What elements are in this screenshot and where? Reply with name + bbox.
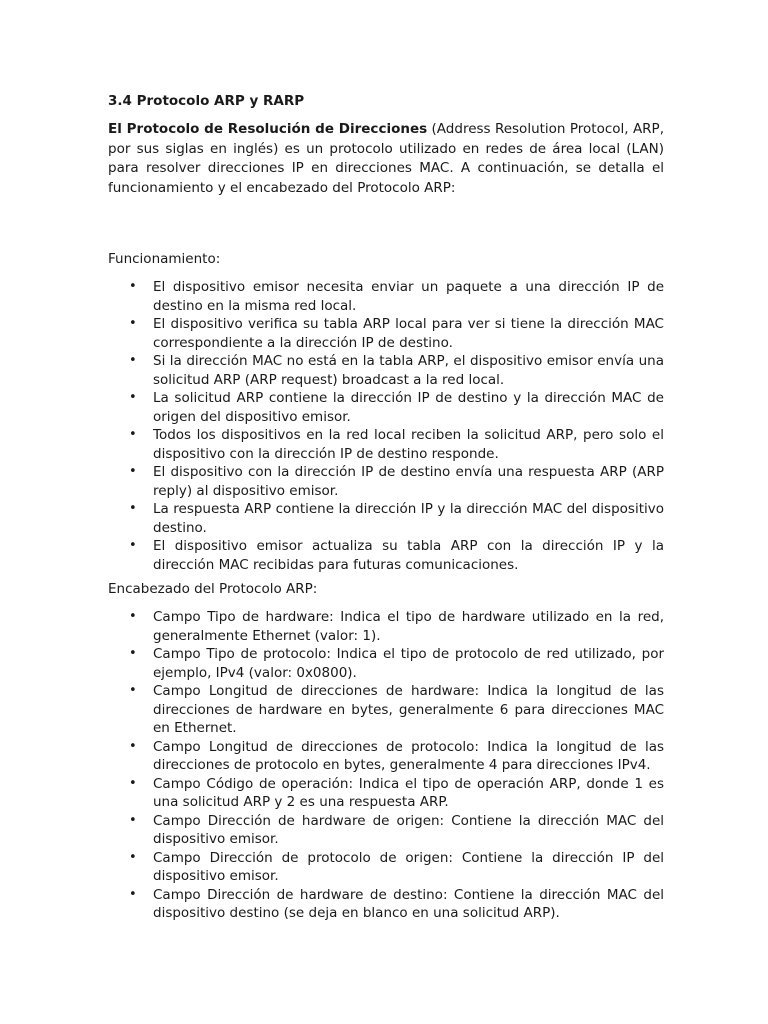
bullet-icon: •	[129, 316, 137, 331]
list-item: • La respuesta ARP contiene la dirección IP y la dirección MAC del dispositivo destino.	[129, 501, 664, 536]
bullet-icon: •	[129, 427, 137, 442]
list-item: • El dispositivo emisor actualiza su tabla ARP con la dirección IP y la dirección MAC recibidas para futuras comunicaciones.	[129, 538, 664, 573]
bullet-icon: •	[129, 279, 137, 294]
list-item: • El dispositivo emisor necesita enviar un paquete a una dirección IP de destino en la misma red local.	[129, 279, 664, 314]
bullet-icon: •	[129, 646, 137, 661]
bullet-icon: •	[129, 353, 137, 368]
bullet-icon: •	[129, 609, 137, 624]
bullet-icon: •	[129, 738, 137, 754]
list-item: • Campo Longitud de direcciones de hardware: Indica la longitud de las direcciones de hardware en bytes, generalmente 6 para direcciones MAC en Ethernet.	[129, 683, 664, 736]
header-fields-list	[108, 608, 664, 923]
bullet-icon: •	[129, 683, 137, 698]
section-heading: 3.4 Protocolo ARP y RARP	[108, 93, 305, 109]
list-item: • Campo Dirección de protocolo de origen: Contiene la dirección IP del dispositivo emisor.	[129, 849, 664, 884]
bullet-icon: •	[129, 775, 137, 791]
list-item: • Todos los dispositivos en la red local reciben la solicitud ARP, pero solo el dispositivo con la dirección IP de destino responde.	[129, 427, 664, 462]
list-item: • Campo Código de operación: Indica el tipo de operación ARP, donde 1 es una solicitud ARP y 2 es una respuesta ARP.	[129, 775, 664, 810]
list-item: • Campo Dirección de hardware de destino: Contiene la dirección MAC del dispositivo destino (se deja en blanco en una solicitud ARP).	[129, 886, 664, 921]
bullet-icon: •	[129, 812, 137, 828]
list-item: • Campo Tipo de hardware: Indica el tipo de hardware utilizado en la red, generalmente Ethernet (valor: 1).	[129, 609, 664, 644]
list-item: • La solicitud ARP contiene la dirección IP de destino y la dirección MAC de origen del dispositivo emisor.	[129, 390, 664, 425]
functioning-list	[108, 278, 664, 574]
list-item: • Campo Dirección de hardware de origen: Contiene la dirección MAC del dispositivo emisor.	[129, 812, 664, 847]
list-item: • Campo Tipo de protocolo: Indica el tipo de protocolo de red utilizado, por ejemplo, IPv4 (valor: 0x0800).	[129, 646, 664, 681]
bullet-icon: •	[129, 538, 137, 553]
intro-lead-term: El Protocolo de Resolución de Direcciones	[108, 121, 428, 137]
bullet-icon: •	[129, 464, 137, 479]
bullet-icon: •	[129, 849, 137, 865]
list-item: • Campo Longitud de direcciones de protocolo: Indica la longitud de las direcciones de protocolo en bytes, generalmente 4 para direcciones IPv4.	[129, 738, 664, 773]
intro-text: (Address Resolution Protocol, ARP, por sus siglas en inglés) es un protocolo utilizado en redes de área local (LAN) para resolver direcciones IP en direcciones MAC. A continuación, se detalla el funcionamiento y el encabezado del Protocolo ARP:	[108, 121, 664, 196]
bullet-icon: •	[129, 886, 137, 902]
intro-paragraph	[108, 120, 664, 198]
bullet-icon: •	[129, 501, 137, 516]
list-item: • Si la dirección MAC no está en la tabla ARP, el dispositivo emisor envía una solicitud ARP (ARP request) broadcast a la red local.	[129, 353, 664, 388]
bullet-icon: •	[129, 390, 137, 405]
functioning-title: Funcionamiento:	[108, 251, 221, 267]
header-fields-title: Encabezado del Protocolo ARP:	[108, 581, 318, 597]
list-item: • El dispositivo verifica su tabla ARP local para ver si tiene la dirección MAC correspondiente a la dirección IP de destino.	[129, 316, 664, 351]
list-item: • El dispositivo con la dirección IP de destino envía una respuesta ARP (ARP reply) al dispositivo emisor.	[129, 464, 664, 499]
